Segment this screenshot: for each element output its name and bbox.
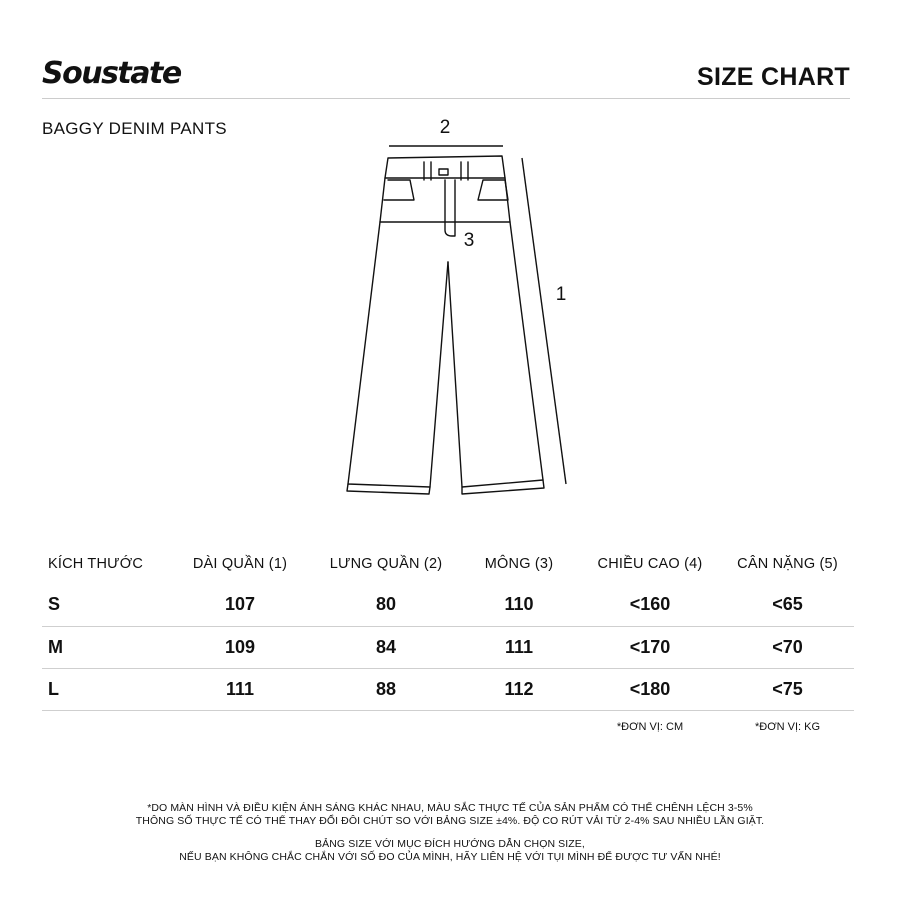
table-row xyxy=(42,584,854,626)
table-cell: 110 xyxy=(459,584,579,626)
table-cell: <75 xyxy=(721,668,854,710)
hip-label: 3 xyxy=(463,230,475,251)
table-cell: 80 xyxy=(313,584,459,626)
column-header-hip: MÔNG (3) xyxy=(484,556,554,572)
guidance-line: BẢNG SIZE VỚI MỤC ĐÍCH HƯỚNG DẪN CHỌN SIZE, xyxy=(315,838,585,850)
disclaimer-line: THÔNG SỐ THỰC TẾ CÓ THỂ THAY ĐỔI ĐÔI CHÚT SO VỚI BẢNG SIZE ±4%. ĐỘ CO RÚT VẢI TỪ 2-4% SAU NHIỀU LẦN GIẶT. xyxy=(135,815,765,827)
table-cell: <65 xyxy=(721,584,854,626)
table-header-row xyxy=(42,544,854,584)
column-header-height: CHIỀU CAO (4) xyxy=(597,556,703,572)
table-cell: M xyxy=(42,626,167,668)
height-unit-note: *ĐƠN VỊ: CM xyxy=(616,721,684,734)
pants-pocket-left xyxy=(384,180,414,200)
table-cell: <70 xyxy=(721,626,854,668)
pants-leg-right xyxy=(448,222,543,487)
table-cell: 112 xyxy=(459,668,579,710)
unit-notes-row xyxy=(42,710,854,744)
length-measure-line xyxy=(522,158,566,484)
table-cell: <160 xyxy=(579,584,721,626)
brand-logo: Soustate xyxy=(42,56,181,91)
length-label: 1 xyxy=(555,284,567,305)
table-cell: L xyxy=(42,668,167,710)
guidance-line: NẾU BẠN KHÔNG CHẮC CHẮN VỚI SỐ ĐO CỦA MÌNH, HÃY LIÊN HỆ VỚI TỤI MÌNH ĐỂ ĐƯỢC TƯ VẤN NHÉ! xyxy=(179,851,721,863)
table-cell: 84 xyxy=(313,626,459,668)
table-row xyxy=(42,626,854,668)
pants-fly xyxy=(445,180,455,236)
table-cell: 111 xyxy=(459,626,579,668)
table-cell: <170 xyxy=(579,626,721,668)
table-cell: 107 xyxy=(167,584,313,626)
guidance-note xyxy=(0,838,900,864)
column-header-length: DÀI QUẦN (1) xyxy=(192,556,288,572)
product-name: BAGGY DENIM PANTS xyxy=(42,119,227,138)
pants-cuff-right xyxy=(462,480,544,494)
column-header-waist: LƯNG QUẦN (2) xyxy=(329,556,443,572)
disclaimer-note xyxy=(0,802,900,828)
size-table xyxy=(42,544,854,744)
page-title: SIZE CHART xyxy=(697,63,850,91)
table-cell: 111 xyxy=(167,668,313,710)
table-cell: S xyxy=(42,584,167,626)
table-cell: <180 xyxy=(579,668,721,710)
table-row xyxy=(42,668,854,710)
pants-button xyxy=(439,169,448,175)
pants-leg-left xyxy=(348,222,448,487)
waist-label: 2 xyxy=(439,117,451,138)
disclaimer-line: *DO MÀN HÌNH VÀ ĐIỀU KIỆN ÁNH SÁNG KHÁC NHAU, MÀU SẮC THỰC TẾ CỦA SẢN PHẨM CÓ THỂ CHÊNH LỆCH 3-5% xyxy=(147,802,753,814)
column-header-weight: CÂN NẶNG (5) xyxy=(737,556,838,572)
weight-unit-note: *ĐƠN VỊ: KG xyxy=(754,721,821,734)
table-cell: 109 xyxy=(167,626,313,668)
column-header-size: KÍCH THƯỚC xyxy=(48,556,144,572)
table-cell: 88 xyxy=(313,668,459,710)
pants-pocket-right xyxy=(478,180,508,200)
